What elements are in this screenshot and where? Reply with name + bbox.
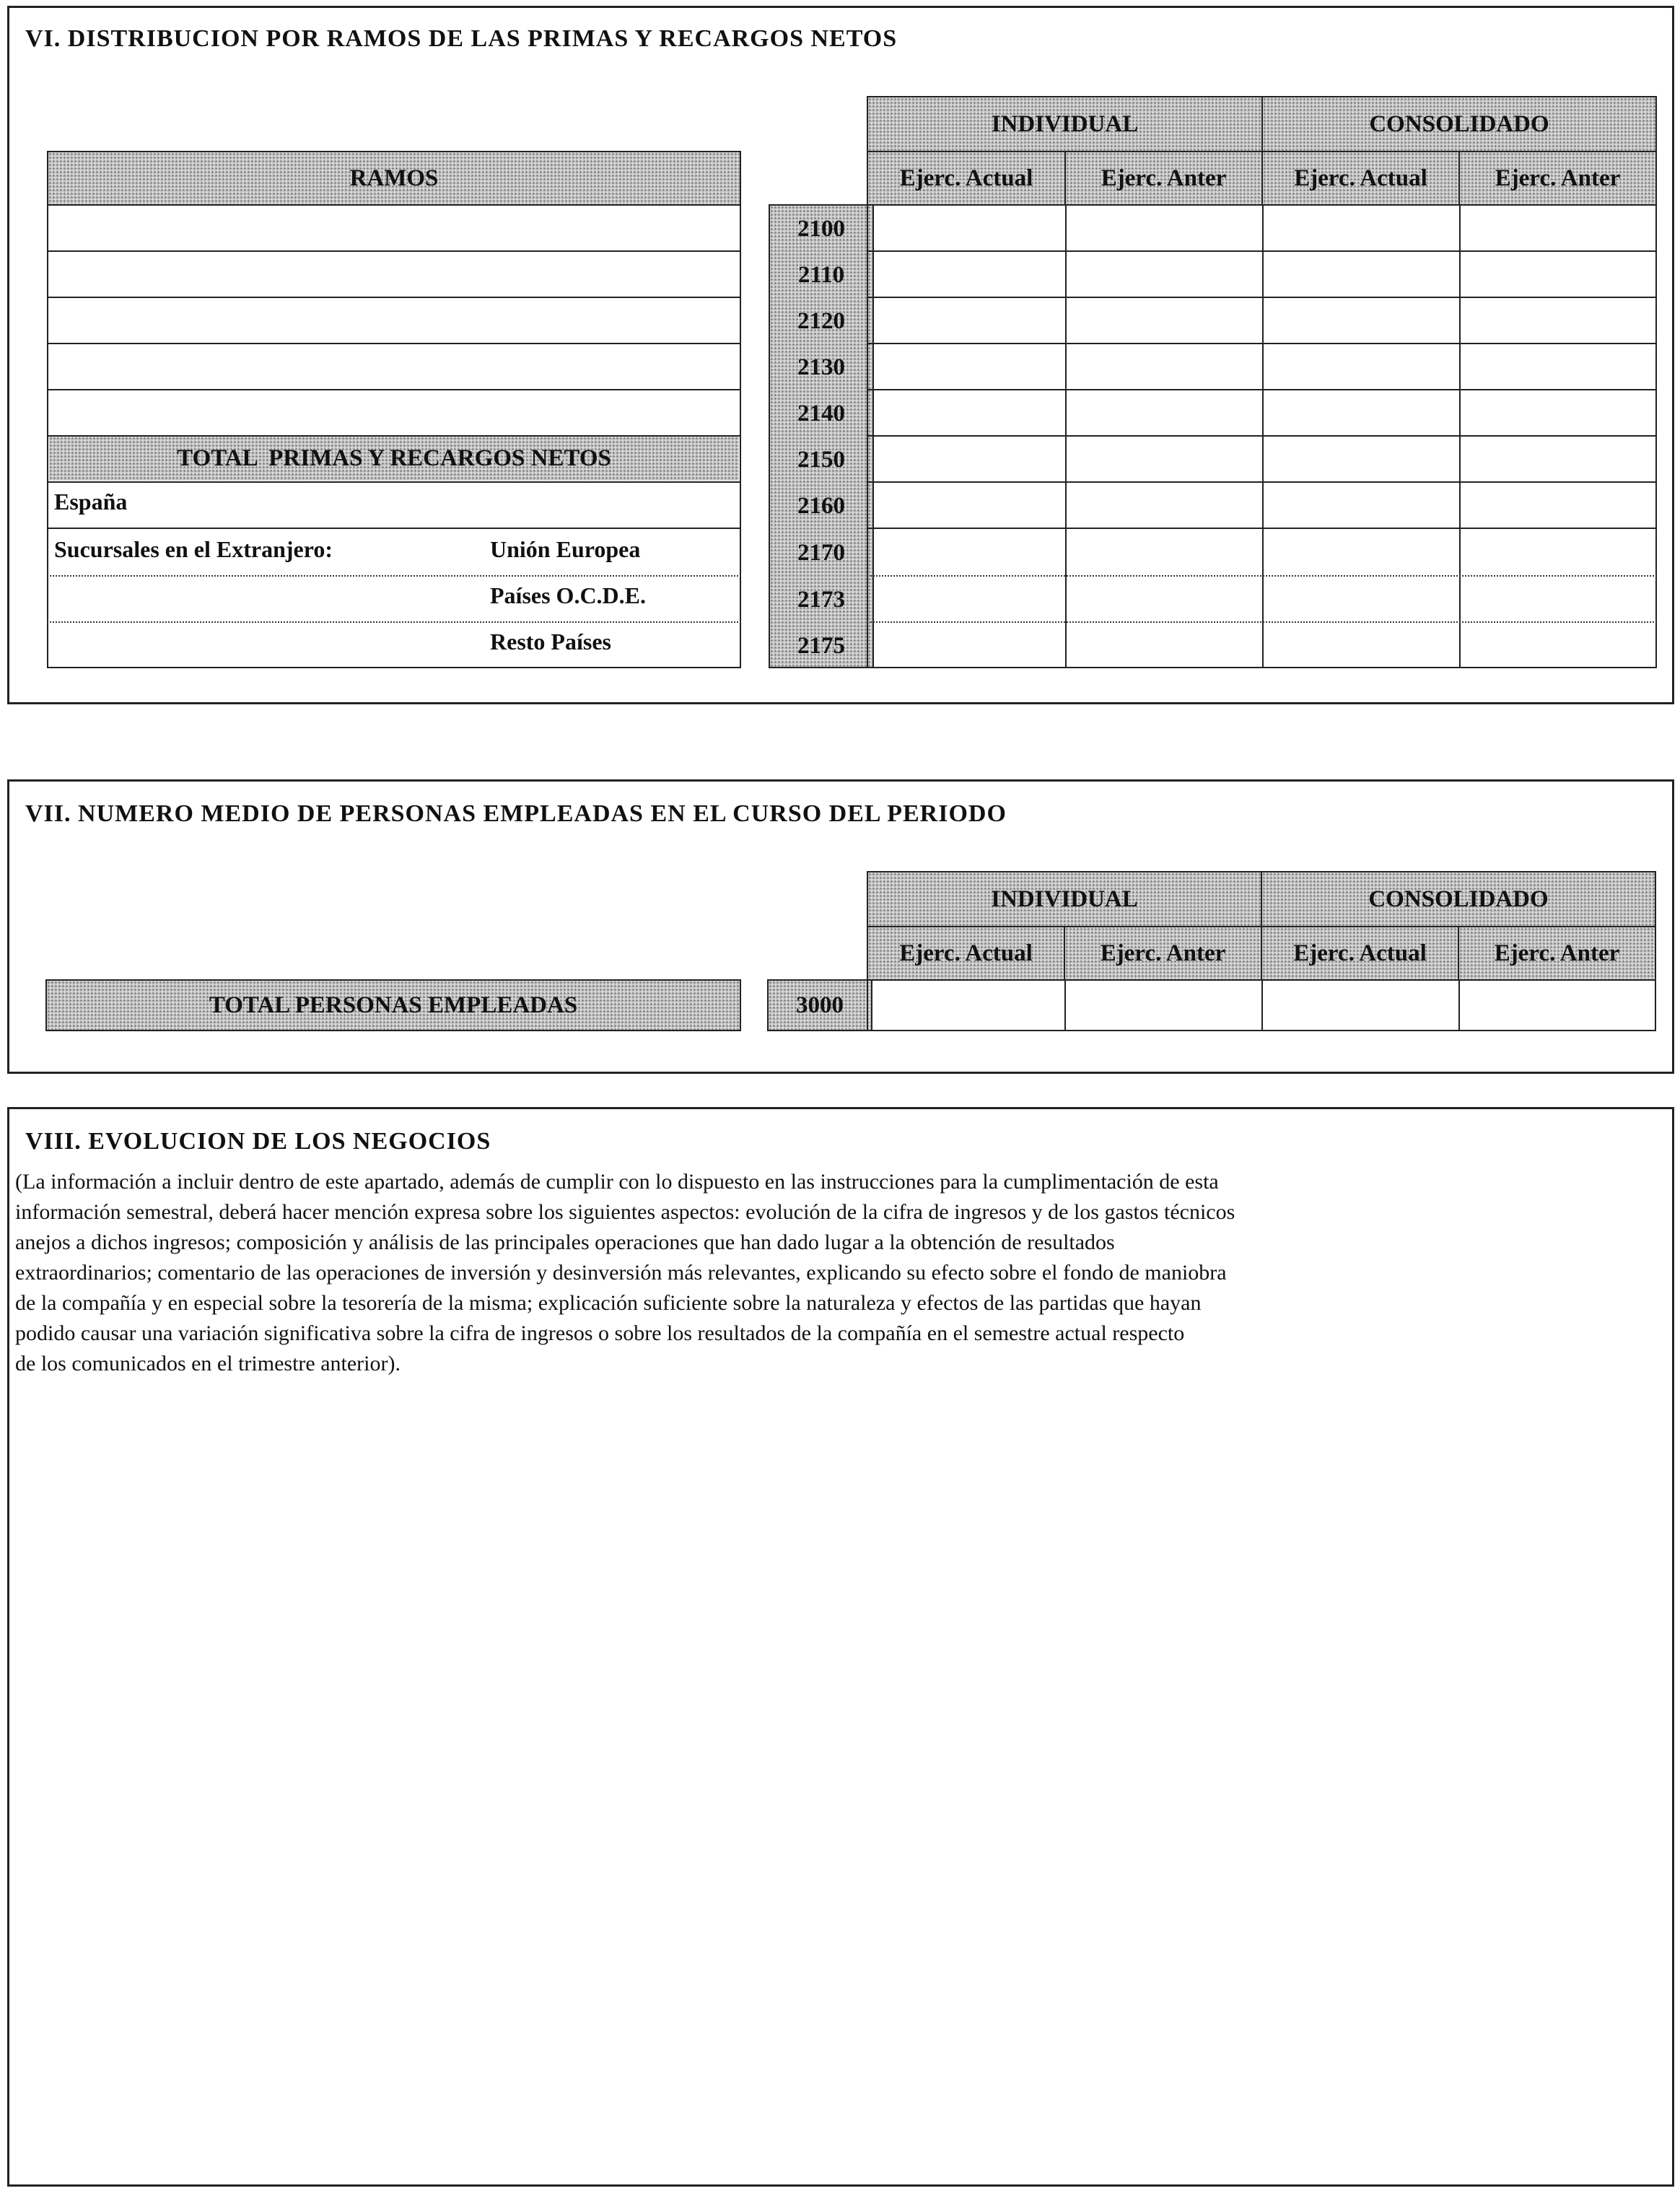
section-vi-title: VI. DISTRIBUCION POR RAMOS DE LAS PRIMAS Y RECARGOS NETOS (25, 25, 898, 52)
instruction-line: anejos a dichos ingresos; composición y análisis de las principales operaciones que han dado lugar a la obtención de resultados (15, 1230, 1115, 1254)
instruction-line: (La información a incluir dentro de este apartado, además de cumplir con lo dispuesto en las instrucciones para la cumplimentación de esta (15, 1170, 1219, 1194)
ramo-input-3[interactable] (50, 299, 738, 341)
col-con-actual: Ejerc. Actual (1261, 151, 1460, 206)
espana-label: España (54, 489, 128, 515)
code-3000: 3000 (767, 979, 872, 1031)
instruction-line: de la compañía y en especial sobre la tesorería de la misma; explicación suficiente sobre la naturaleza y efectos de las partidas que hayan (15, 1291, 1202, 1315)
section-vii-title: VII. NUMERO MEDIO DE PERSONAS EMPLEADAS EN EL CURSO DEL PERIODO (25, 800, 1007, 827)
evolucion-text-area[interactable] (15, 1398, 1668, 2177)
total-primas-label: TOTAL PRIMAS Y RECARGOS NETOS (49, 437, 739, 481)
col-con-actual-vii: Ejerc. Actual (1261, 926, 1459, 981)
ramos-header: RAMOS (47, 151, 741, 206)
code-2150: 2150 (797, 446, 845, 473)
code-2175: 2175 (797, 632, 845, 659)
section-viii (7, 1107, 1674, 2187)
col-ind-anter-vii: Ejerc. Anter (1064, 926, 1262, 981)
code-2110: 2110 (797, 261, 845, 288)
code-2170: 2170 (797, 539, 845, 566)
code-2160: 2160 (797, 492, 845, 519)
sucursales-label: Sucursales en el Extranjero: (54, 536, 333, 562)
section-vii (7, 779, 1674, 1074)
union-europea-label: Unión Europea (490, 536, 641, 562)
individual-header-vii: INDIVIDUAL (867, 871, 1262, 927)
code-2140: 2140 (797, 400, 845, 426)
instruction-line: información semestral, deberá hacer mención expresa sobre los siguientes aspectos: evolución de la cifra de ingresos y de los gastos técnicos (15, 1200, 1235, 1224)
ramo-input-4[interactable] (50, 346, 738, 388)
col-con-anter: Ejerc. Anter (1458, 151, 1657, 206)
code-2120: 2120 (797, 307, 845, 334)
codes-column (769, 204, 874, 668)
col-ind-actual-vii: Ejerc. Actual (867, 926, 1065, 981)
code-2173: 2173 (797, 586, 845, 613)
instruction-line: podido causar una variación significativa sobre la cifra de ingresos o sobre los resultados de la compañía en el semestre actual respecto (15, 1321, 1185, 1345)
instruction-line: de los comunicados en el trimestre anterior). (15, 1352, 401, 1375)
resto-paises-label: Resto Países (490, 629, 611, 655)
code-2130: 2130 (797, 354, 845, 380)
section-viii-instructions (15, 1167, 1668, 1379)
col-ind-anter: Ejerc. Anter (1064, 151, 1263, 206)
section-viii-title: VIII. EVOLUCION DE LOS NEGOCIOS (25, 1128, 491, 1155)
instruction-line: extraordinarios; comentario de las operaciones de inversión y desinversión más relevantes, explicando su efecto sobre el fondo de maniobra (15, 1261, 1227, 1285)
code-2100: 2100 (797, 215, 845, 242)
individual-header: INDIVIDUAL (867, 96, 1263, 152)
section-vi (7, 6, 1674, 704)
total-personas-label: TOTAL PERSONAS EMPLEADAS (45, 979, 741, 1031)
ramo-input-1[interactable] (50, 207, 738, 249)
paises-ocde-label: Países O.C.D.E. (490, 582, 646, 608)
ramo-input-5[interactable] (50, 392, 738, 434)
col-con-anter-vii: Ejerc. Anter (1458, 926, 1656, 981)
ramo-input-2[interactable] (50, 253, 738, 295)
consolidado-header: CONSOLIDADO (1261, 96, 1657, 152)
col-ind-actual: Ejerc. Actual (867, 151, 1066, 206)
consolidado-header-vii: CONSOLIDADO (1261, 871, 1656, 927)
